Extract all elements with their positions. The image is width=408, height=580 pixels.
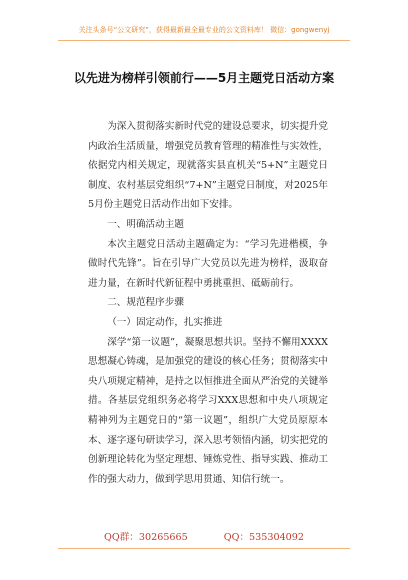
paragraph-intro: 为深入贯彻落实新时代党的建设总要求，切实提升党内政治生活质量，增强党员教育管理的精准性与实效性，依据党内相关规定，现就落实县直机关“5+N”主题党日制度、农村基层党组织“7+N”主题党日制度，对2025年5月份主题党日活动作出如下安排。 <box>88 121 328 211</box>
footer-divider <box>58 548 350 549</box>
paragraph-theme: 本次主题党日活动主题确定为：“学习先进楷模，争做时代先锋”。旨在引导广大党员以先进为榜样，汲取奋进力量，在新时代新征程中勇挑重担、砥砺前行。 <box>88 238 328 289</box>
header-banner: 关注头条号“公文研究”，获得最新最全最专业的公文资料库！ 微信：gongwenyj <box>78 26 330 34</box>
section-heading-1: 一、明确活动主题 <box>107 218 184 230</box>
subsection-heading-1: （一）固定动作，扎实推进 <box>107 316 223 328</box>
document-title: 以先进为榜样引领前行——5月主题党日活动方案 <box>73 71 335 85</box>
paragraph-first-topic: 深学“第一议题”，凝聚思想共识。坚持不懈用XXXX思想凝心铸魂，是加强党的建设的核心任务；贯彻落实中央八项规定精神，是持之以恒推进全面从严治党的关键举措。各基层党组织务必将学习XXX思想和中央八项规定精神列为主题党日的“第一议题”，组织广大党员原原本本、逐字逐句研读学习，深入思考领悟内涵，切实把党的创新理论转化为坚定理想、锤炼党性、指导实践、推动工作的强大动力，做到学思用贯通、知信行统一。 <box>88 336 328 485</box>
header-divider <box>58 40 350 41</box>
section-heading-2: 二、规范程序步骤 <box>107 297 184 309</box>
document-body <box>88 117 328 489</box>
qq-number: QQ：535304092 <box>223 532 304 543</box>
qq-group-number: QQ群：30265665 <box>103 532 188 543</box>
footer-contact <box>0 531 408 545</box>
